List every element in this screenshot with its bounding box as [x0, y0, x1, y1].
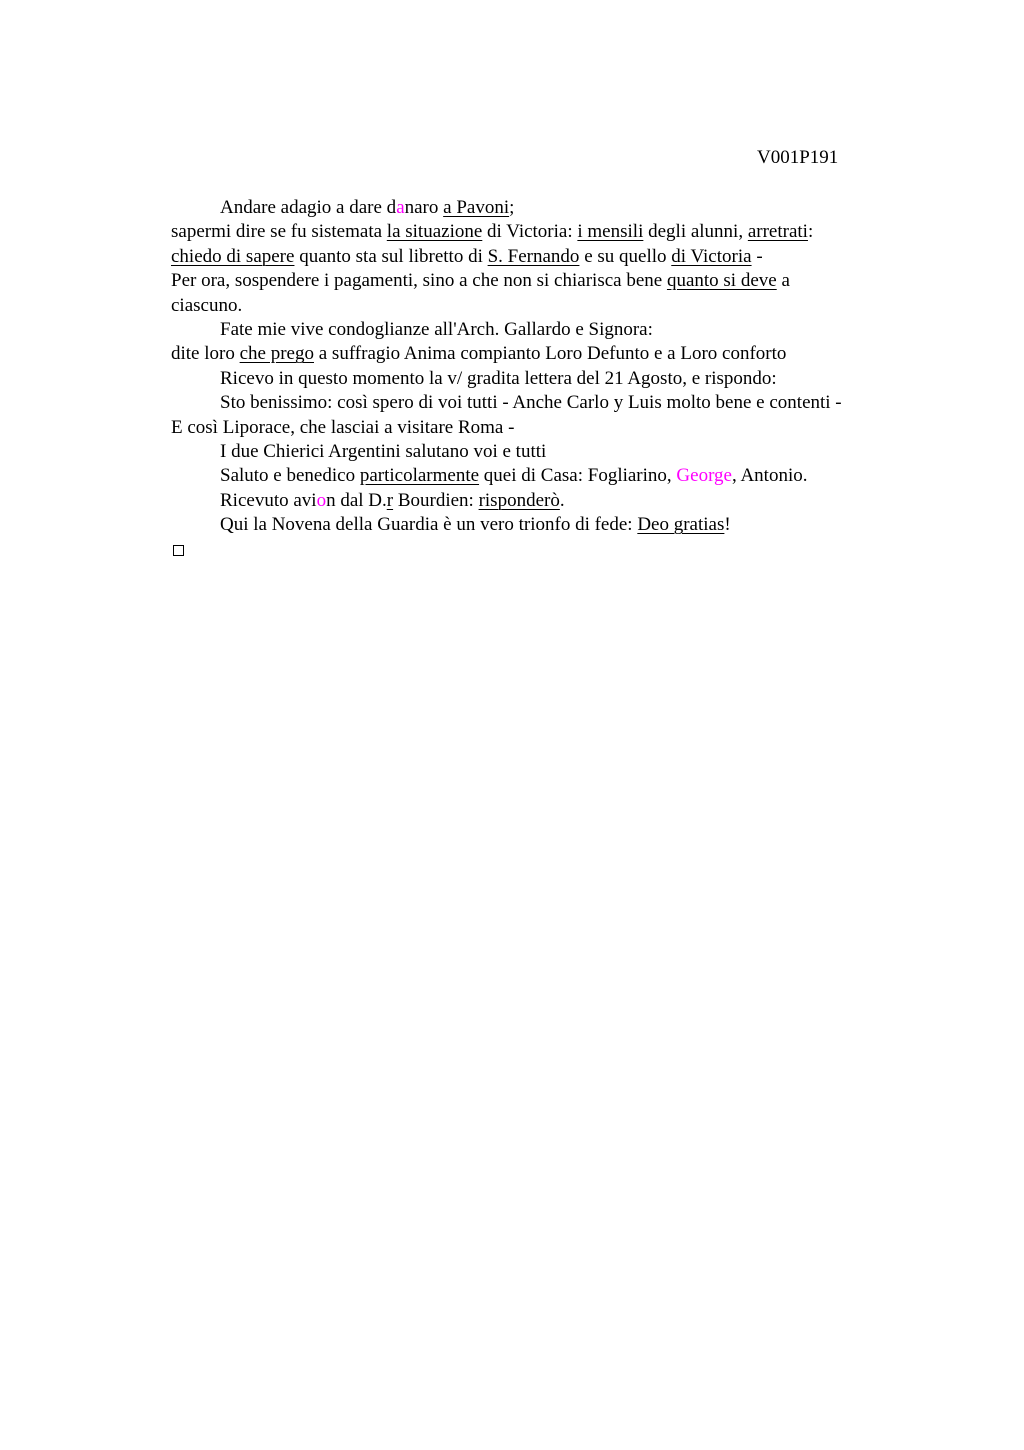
- text-line: [171, 440, 931, 464]
- text-line: [171, 196, 931, 220]
- text-line: [171, 416, 931, 440]
- text-run: , Antonio.: [732, 465, 808, 487]
- underlined-text: r: [386, 489, 394, 511]
- underlined-text: particolarmente: [359, 465, 480, 487]
- text-line: [171, 513, 931, 537]
- text-run: e su quello: [579, 245, 672, 267]
- text-run: degli alunni,: [643, 221, 748, 243]
- highlighted-text: o: [316, 489, 327, 511]
- underlined-text: a Pavoni: [443, 197, 510, 218]
- text-run: ;: [509, 197, 515, 218]
- underlined-text: S. Fernando: [487, 245, 580, 267]
- letter-body: [171, 196, 931, 562]
- text-line: [171, 489, 931, 513]
- text-run: Saluto e benedico: [220, 465, 360, 487]
- underlined-text: chiedo di sapere: [171, 245, 295, 267]
- text-run: sapermi dire se fu sistemata: [171, 221, 387, 243]
- highlighted-text: George: [676, 465, 732, 487]
- underlined-text: la situazione: [386, 221, 483, 243]
- text-run: I due Chierici Argentini salutano voi e tutti: [220, 440, 547, 462]
- end-box-icon: [173, 545, 184, 556]
- text-run: quanto sta sul libretto di: [294, 245, 488, 267]
- text-run: Qui la Novena della Guardia è un vero trionfo di fede:: [220, 514, 638, 536]
- text-run: Andare adagio a dare d: [220, 197, 397, 218]
- text-run: Sto benissimo: così spero di voi tutti - Anche Carlo y Luis molto bene e contenti -: [220, 392, 842, 414]
- text-line: [171, 464, 931, 488]
- text-run: !: [724, 514, 731, 536]
- underlined-text: che prego: [239, 343, 314, 365]
- text-run: dite loro: [171, 343, 240, 365]
- text-run: naro: [404, 197, 444, 218]
- text-line: [171, 391, 931, 415]
- text-run: n dal D.: [326, 489, 387, 511]
- text-run: Fate mie vive condoglianze all'Arch. Gallardo e Signora:: [220, 318, 653, 340]
- underlined-text: arretrati: [747, 221, 808, 243]
- underlined-text: Deo gratias: [637, 514, 725, 536]
- text-run: .: [559, 489, 565, 511]
- underlined-text: risponderò: [478, 489, 560, 511]
- text-run: Per ora, sospendere i pagamenti, sino a che non si chiarisca bene: [171, 270, 667, 292]
- text-run: di Victoria:: [482, 221, 578, 243]
- text-run: ciascuno.: [171, 294, 243, 316]
- text-run: Ricevuto avi: [220, 489, 317, 511]
- text-run: -: [751, 245, 763, 267]
- underlined-text: quanto si deve: [666, 270, 777, 292]
- text-run: a suffragio Anima compianto Loro Defunto e a Loro conforto: [314, 343, 787, 365]
- text-line: [171, 269, 931, 293]
- text-run: Bourdien:: [393, 489, 479, 511]
- text-line: [171, 318, 931, 342]
- text-line: [171, 367, 931, 391]
- text-line: [171, 245, 931, 269]
- text-line: [171, 342, 931, 366]
- text-run: E così Liporace, che lasciai a visitare Roma -: [171, 416, 515, 438]
- end-marker-line: [171, 537, 931, 561]
- text-run: Ricevo in questo momento la v/ gradita lettera del 21 Agosto, e rispondo:: [220, 367, 777, 389]
- text-run: a: [776, 270, 790, 292]
- highlighted-text: a: [396, 197, 405, 218]
- page-identifier: V001P191: [757, 147, 839, 168]
- text-run: quei di Casa: Fogliarino,: [479, 465, 677, 487]
- text-line: [171, 220, 931, 244]
- text-run: :: [807, 221, 814, 243]
- text-line: [171, 294, 931, 318]
- underlined-text: di Victoria: [671, 245, 752, 267]
- underlined-text: i mensili: [577, 221, 644, 243]
